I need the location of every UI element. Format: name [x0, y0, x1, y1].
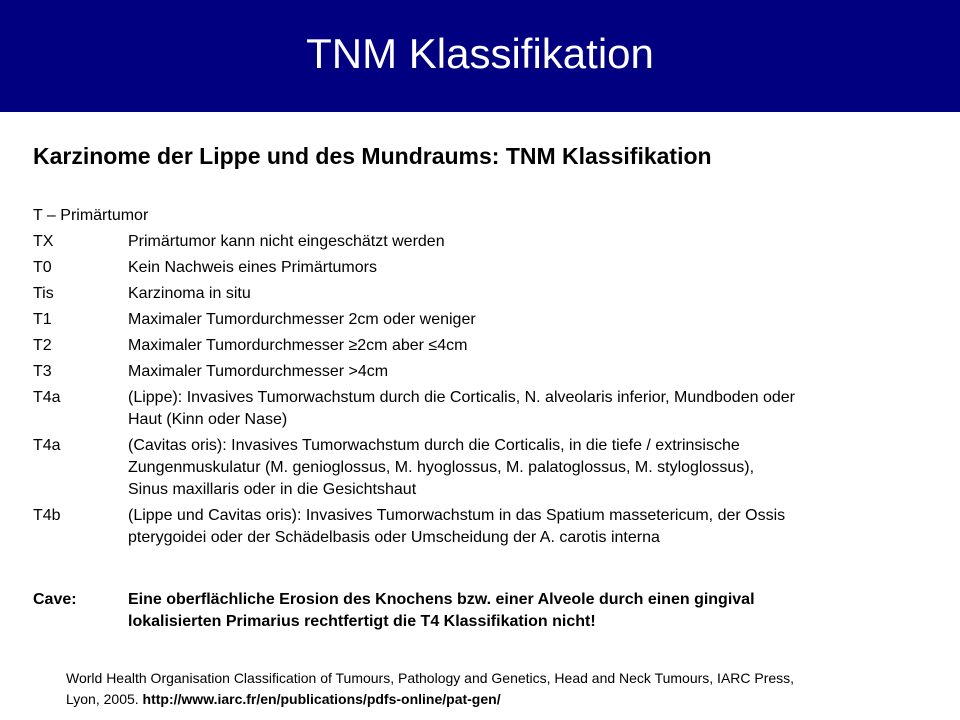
row-code: T1 — [33, 311, 52, 328]
cave-text — [128, 589, 933, 633]
table-row-t0 — [33, 257, 933, 279]
row-description — [128, 387, 933, 431]
row-line: Zungenmuskulatur (M. genioglossus, M. hyoglossus, M. palatoglossus, M. styloglossus), — [128, 459, 755, 476]
row-description — [128, 361, 933, 383]
row-description — [128, 335, 933, 357]
row-line: Maximaler Tumordurchmesser >4cm — [128, 363, 389, 380]
row-description — [128, 505, 933, 549]
row-line: (Cavitas oris): Invasives Tumorwachstum durch die Corticalis, in die tiefe / extrinsische — [128, 437, 740, 454]
tnm-table — [33, 205, 933, 553]
row-description — [128, 257, 933, 279]
title-banner — [0, 0, 960, 112]
table-row-t4a-lippe — [33, 387, 933, 431]
cave-note — [33, 589, 933, 633]
row-description — [128, 283, 933, 305]
table-row-t3 — [33, 361, 933, 383]
row-code: T4b — [33, 507, 61, 524]
row-line: pterygoidei oder der Schädelbasis oder Umscheidung der A. carotis interna — [128, 529, 660, 546]
reference-line: World Health Organisation Classification of Tumours, Pathology and Genetics, Head and Neck Tumours, IARC Press, — [66, 670, 795, 686]
row-code: T2 — [33, 337, 52, 354]
row-code: T3 — [33, 363, 52, 380]
table-heading: T – Primärtumor — [33, 207, 149, 224]
cave-line: Eine oberflächliche Erosion des Knochens bzw. einer Alveole durch einen gingival — [128, 591, 755, 608]
row-description — [128, 435, 933, 501]
row-line: Karzinoma in situ — [128, 285, 251, 302]
cave-label: Cave: — [33, 591, 77, 608]
table-row-t4a-cavitas — [33, 435, 933, 501]
slide-title: TNM Klassifikation — [306, 30, 654, 77]
row-line: Maximaler Tumordurchmesser ≥2cm aber ≤4cm — [128, 337, 468, 354]
table-row-t4b — [33, 505, 933, 549]
cave-line: lokalisierten Primarius rechtfertigt die T4 Klassifikation nicht! — [128, 613, 596, 630]
reference-url-link[interactable]: http://www.iarc.fr/en/publications/pdfs-online/pat-gen/ — [142, 691, 501, 707]
reference-note — [66, 668, 926, 710]
table-row-t1 — [33, 309, 933, 331]
row-line: Maximaler Tumordurchmesser 2cm oder weniger — [128, 311, 476, 328]
row-line: (Lippe und Cavitas oris): Invasives Tumorwachstum in das Spatium massetericum, der Ossis — [128, 507, 786, 524]
row-line: Primärtumor kann nicht eingeschätzt werden — [128, 233, 445, 250]
table-row-tx — [33, 231, 933, 253]
row-line: Kein Nachweis eines Primärtumors — [128, 259, 377, 276]
row-code: T4a — [33, 389, 61, 406]
reference-line-2 — [66, 689, 926, 710]
row-line: (Lippe): Invasives Tumorwachstum durch die Corticalis, N. alveolaris inferior, Mundboden oder — [128, 389, 795, 406]
table-row-tis — [33, 283, 933, 305]
reference-prefix: Lyon, 2005. — [66, 691, 143, 707]
row-description — [128, 309, 933, 331]
row-line: Sinus maxillaris oder in die Gesichtshaut — [128, 481, 417, 498]
table-row-t2 — [33, 335, 933, 357]
row-code: TX — [33, 233, 54, 250]
slide-subtitle: Karzinome der Lippe und des Mundraums: TNM Klassifikation — [33, 143, 712, 169]
row-description — [128, 231, 933, 253]
row-code: T4a — [33, 437, 61, 454]
row-code: Tis — [33, 285, 54, 302]
row-line: Haut (Kinn oder Nase) — [128, 411, 288, 428]
row-code: T0 — [33, 259, 52, 276]
